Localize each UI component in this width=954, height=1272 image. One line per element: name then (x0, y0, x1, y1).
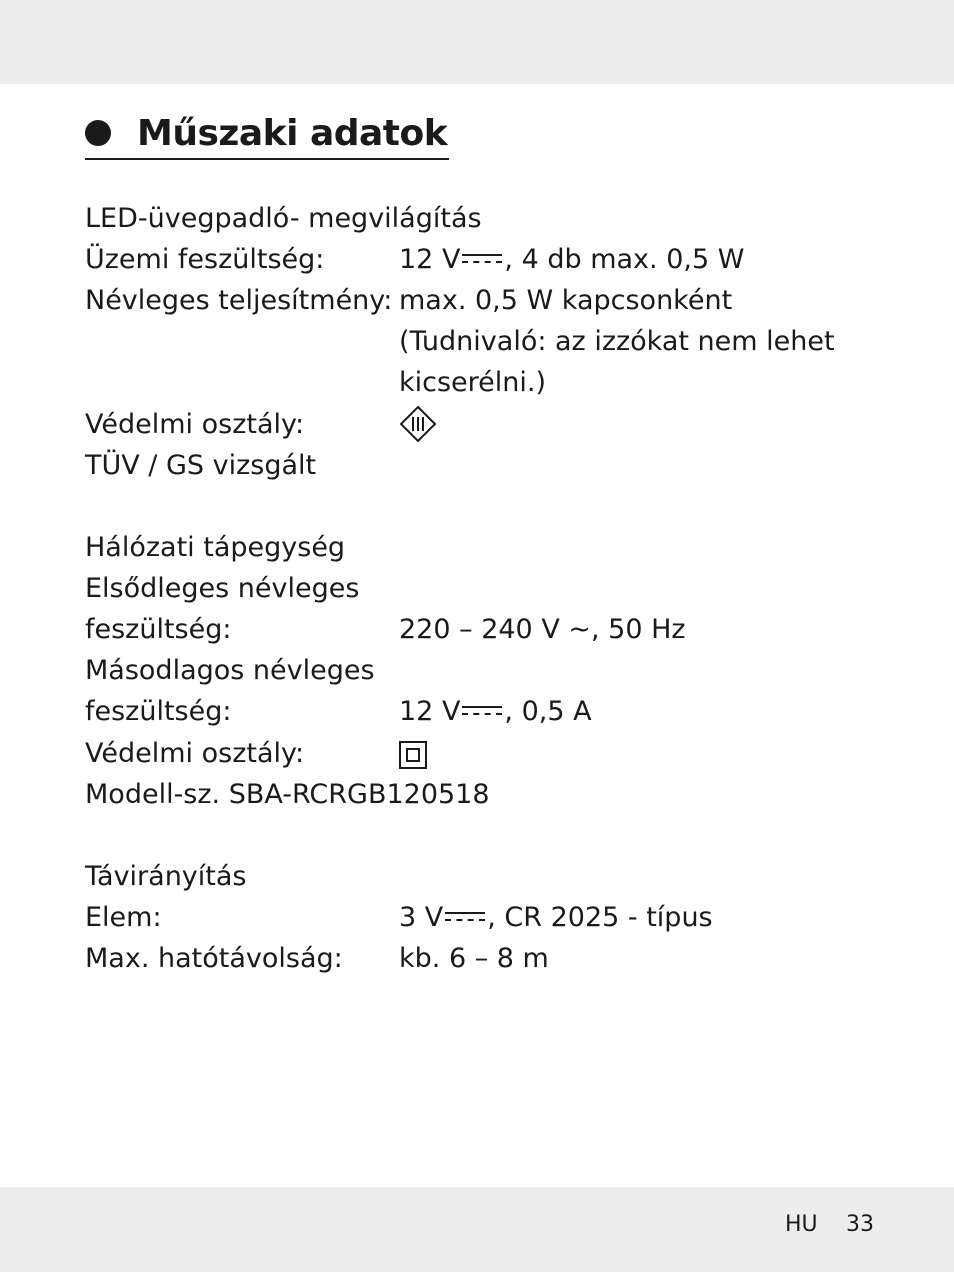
power-value: max. 0,5 W kapcsonként (399, 285, 733, 316)
secondary-label-2: feszültség: (85, 696, 232, 727)
voltage-value (399, 239, 744, 280)
battery-pre: 3 V (399, 902, 444, 933)
psu-heading: Hálózati tápegység (85, 532, 346, 563)
primary-label-2: feszültség: (85, 614, 232, 645)
range-label: Max. hatótávolság: (85, 943, 343, 974)
protection-class-ii-icon (399, 733, 427, 774)
page-number: 33 (846, 1212, 874, 1237)
dc-current-icon (462, 704, 502, 718)
dc-current-icon (462, 252, 502, 266)
page-title: Műszaki adatok (137, 112, 448, 154)
section-heading (85, 108, 449, 160)
battery-label: Elem: (85, 902, 162, 933)
model-label: Modell-sz. SBA-RCRGB120518 (85, 779, 490, 810)
psu-protection-label: Védelmi osztály: (85, 738, 305, 769)
protection-class-iii-icon (399, 402, 437, 443)
power-label: Névleges teljesítmény: (85, 285, 393, 316)
remote-heading: Távirányítás (85, 861, 247, 892)
primary-value: 220 – 240 V ~, 50 Hz (399, 614, 686, 645)
voltage-post: , 4 db max. 0,5 W (504, 244, 745, 275)
secondary-value (399, 691, 592, 732)
light-heading: LED-üvegpadló- megvilágítás (85, 203, 482, 234)
bullet-icon (85, 120, 111, 146)
note-line-2: kicserélni.) (399, 367, 547, 398)
battery-post: , CR 2025 - típus (487, 902, 713, 933)
footer-language: HU (785, 1212, 818, 1237)
tested-label: TÜV / GS vizsgált (85, 450, 317, 481)
secondary-post: , 0,5 A (504, 696, 592, 727)
dc-current-icon (445, 910, 485, 924)
note-line-1: (Tudnivaló: az izzókat nem lehet (399, 326, 835, 357)
secondary-pre: 12 V (399, 696, 461, 727)
battery-value (399, 897, 713, 938)
range-value: kb. 6 – 8 m (399, 943, 549, 974)
voltage-label: Üzemi feszültség: (85, 244, 325, 275)
light-protection-label: Védelmi osztály: (85, 409, 305, 440)
primary-label-1: Elsődleges névleges (85, 573, 360, 604)
secondary-label-1: Másodlagos névleges (85, 655, 375, 686)
top-band (0, 0, 954, 84)
voltage-pre: 12 V (399, 244, 461, 275)
